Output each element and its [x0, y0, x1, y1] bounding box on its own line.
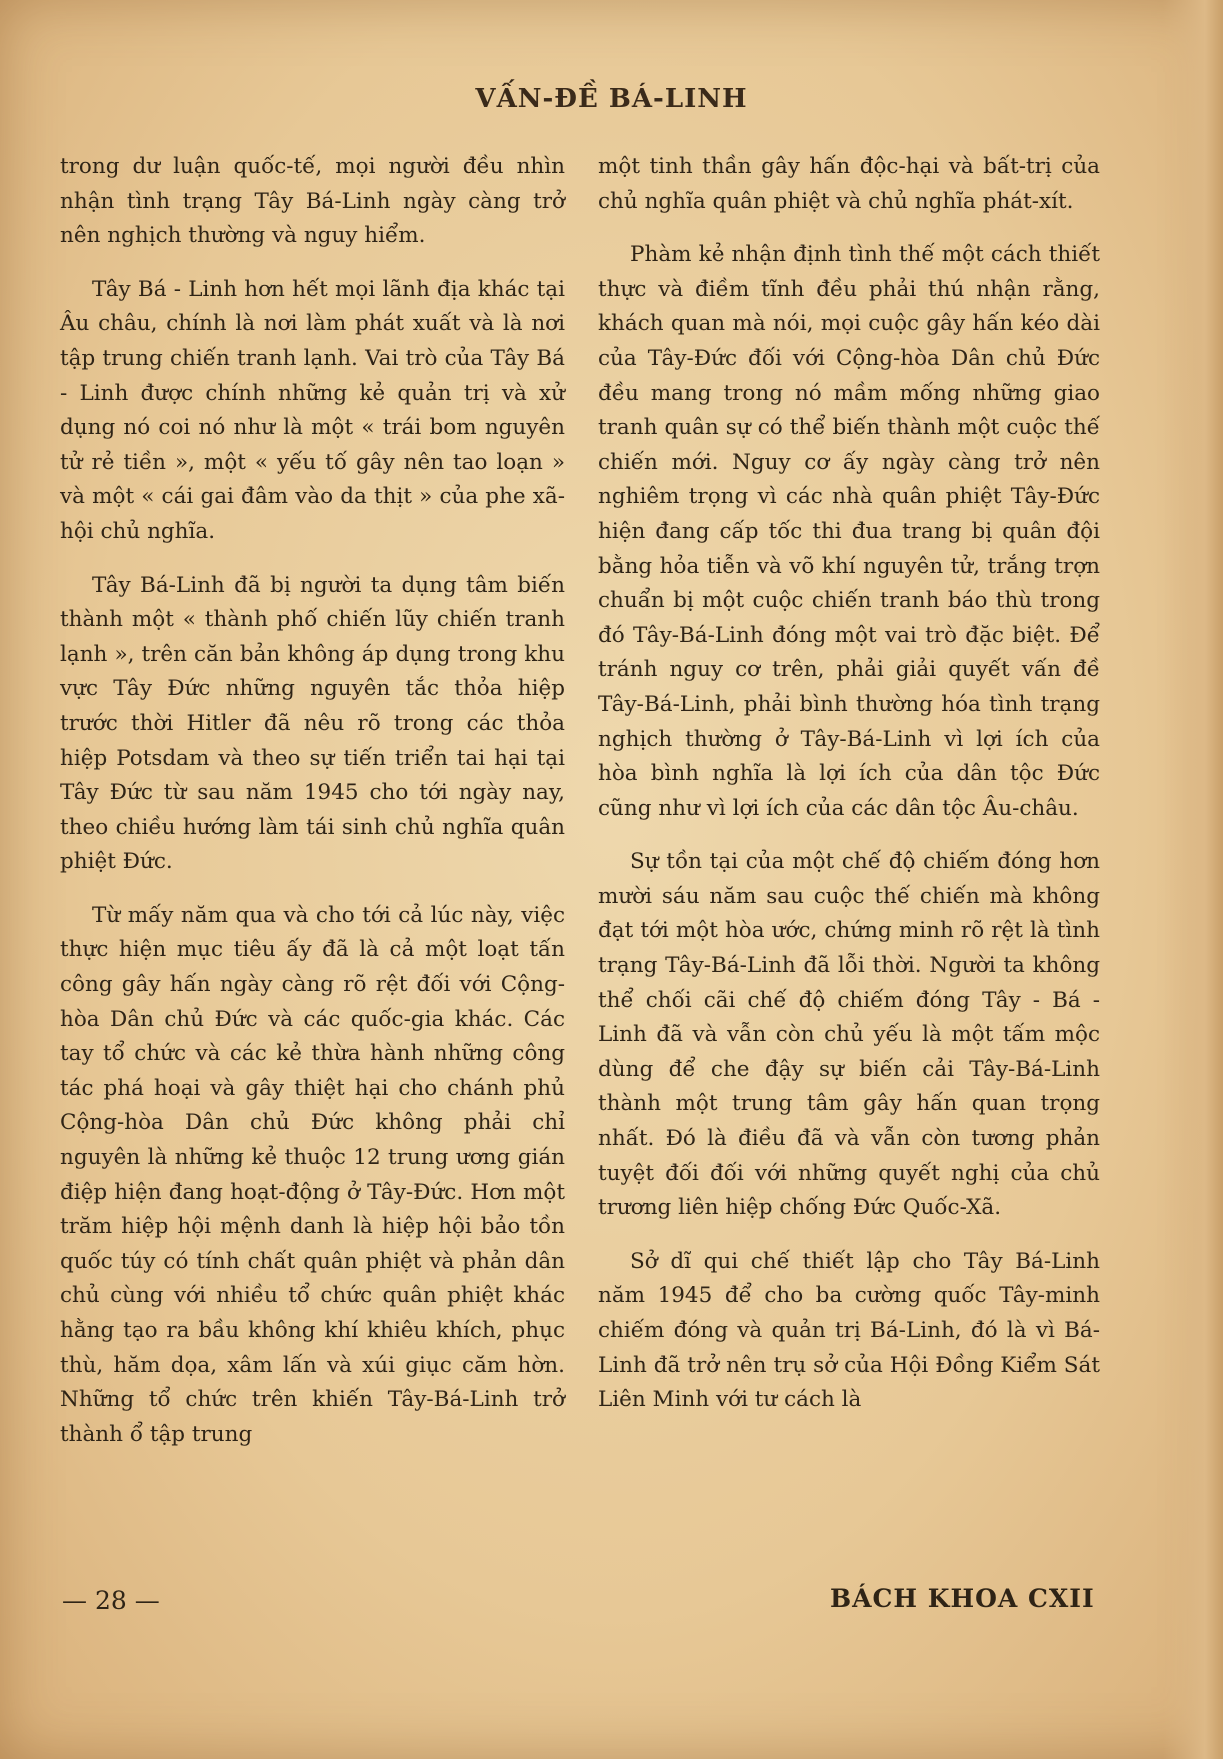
paragraph: Tây Bá - Linh hơn hết mọi lãnh địa khác tại Âu châu, chính là nơi làm phát xuất và là nơi tập trung chiến tranh lạnh. Vai trò của Tây Bá - Linh được chính những kẻ quản trị và xử dụng nó coi nó như là một « trái bom nguyên tử rẻ tiền », một « yếu tố gây nên tao loạn » và một « cái gai đâm vào da thịt » của phe xã-hội chủ nghĩa.: [60, 276, 565, 544]
paragraph: Phàm kẻ nhận định tình thế một cách thiết thực và điềm tĩnh đều phải thú nhận rằng, khách quan mà nói, mọi cuộc gây hấn kéo dài của Tây-Đức đối với Cộng-hòa Dân chủ Đức đều mang trong nó mầm mống những giao tranh quân sự có thể biến thành một cuộc thế chiến mới. Nguy cơ ấy ngày càng trở nên nghiêm trọng vì các nhà quân phiệt Tây-Đức hiện đang cấp tốc thi đua trang bị quân đội bằng hỏa tiễn và võ khí nguyên tử, trắng trợn chuẩn bị một cuộc chiến tranh báo thù trong đó Tây-Bá-Linh đóng một vai trò đặc biệt. Để tránh nguy cơ trên, phải giải quyết vấn đề Tây-Bá-Linh, phải bình thường hóa tình trạng nghịch thường ở Tây-Bá-Linh vì lợi ích của hòa bình nghĩa là lợi ích của dân tộc Đức cũng như vì lợi ích của các dân tộc Âu-châu.: [598, 242, 1100, 821]
right-column: [598, 150, 1100, 1437]
left-column: [60, 150, 565, 1471]
magazine-name: BÁCH KHOA CXII: [830, 1584, 1095, 1613]
page-number: — 28 —: [62, 1586, 160, 1615]
paragraph: Tây Bá-Linh đã bị người ta dụng tâm biến thành một « thành phố chiến lũy chiến tranh lạnh », trên căn bản không áp dụng trong khu vực Tây Đức những nguyên tắc thỏa hiệp trước thời Hitler đã nêu rõ trong các thỏa hiệp Potsdam và theo sự tiến triển tai hại tại Tây Đức từ sau năm 1945 cho tới ngày nay, theo chiều hướng làm tái sinh chủ nghĩa quân phiệt Đức.: [60, 572, 565, 875]
paragraph: Từ mấy năm qua và cho tới cả lúc này, việc thực hiện mục tiêu ấy đã là cả một loạt tấn công gây hấn ngày càng rõ rệt đối với Cộng-hòa Dân chủ Đức và các quốc-gia khác. Các tay tổ chức và các kẻ thừa hành những công tác phá hoại và gây thiệt hại cho chánh phủ Cộng-hòa Dân chủ Đức không phải chỉ nguyên là những kẻ thuộc 12 trung ương gián điệp hiện đang hoạt-động ở Tây-Đức. Hơn một trăm hiệp hội mệnh danh là hiệp hội bảo tồn quốc túy có tính chất quân phiệt và phản dân chủ cùng với nhiều tổ chức quân phiệt khác hằng tạo ra bầu không khí khiêu khích, phục thù, hăm dọa, xâm lấn và xúi giục căm hờn. Những tổ chức trên khiến Tây-Bá-Linh trở thành ổ tập trung: [60, 902, 565, 1447]
torn-paper-edge: [1163, 0, 1223, 1759]
running-title: VẤN-ĐỀ BÁ-LINH: [475, 84, 748, 114]
paragraph: Sở dĩ qui chế thiết lập cho Tây Bá-Linh năm 1945 để cho ba cường quốc Tây-minh chiếm đóng và quản trị Bá-Linh, đó là vì Bá-Linh đã trở nên trụ sở của Hội Đồng Kiểm Sát Liên Minh với tư cách là: [598, 1248, 1100, 1413]
paragraph: trong dư luận quốc-tế, mọi người đều nhìn nhận tình trạng Tây Bá-Linh ngày càng trở nên nghịch thường và nguy hiểm.: [60, 154, 565, 249]
paragraph: một tinh thần gây hấn độc-hại và bất-trị của chủ nghĩa quân phiệt và chủ nghĩa phát-xít.: [598, 154, 1100, 214]
paragraph: Sự tồn tại của một chế độ chiếm đóng hơn mười sáu năm sau cuộc thế chiến mà không đạt tới một hòa ước, chứng minh rõ rệt là tình trạng Tây-Bá-Linh đã lỗi thời. Người ta không thể chối cãi chế độ chiếm đóng Tây - Bá - Linh đã và vẫn còn chủ yếu là một tấm mộc dùng để che đậy sự biến cải Tây-Bá-Linh thành một trung tâm gây hấn quan trọng nhất. Đó là điều đã và vẫn còn tương phản tuyệt đối đối với những quyết nghị của chủ trương liên hiệp chống Đức Quốc-Xã.: [598, 849, 1100, 1221]
